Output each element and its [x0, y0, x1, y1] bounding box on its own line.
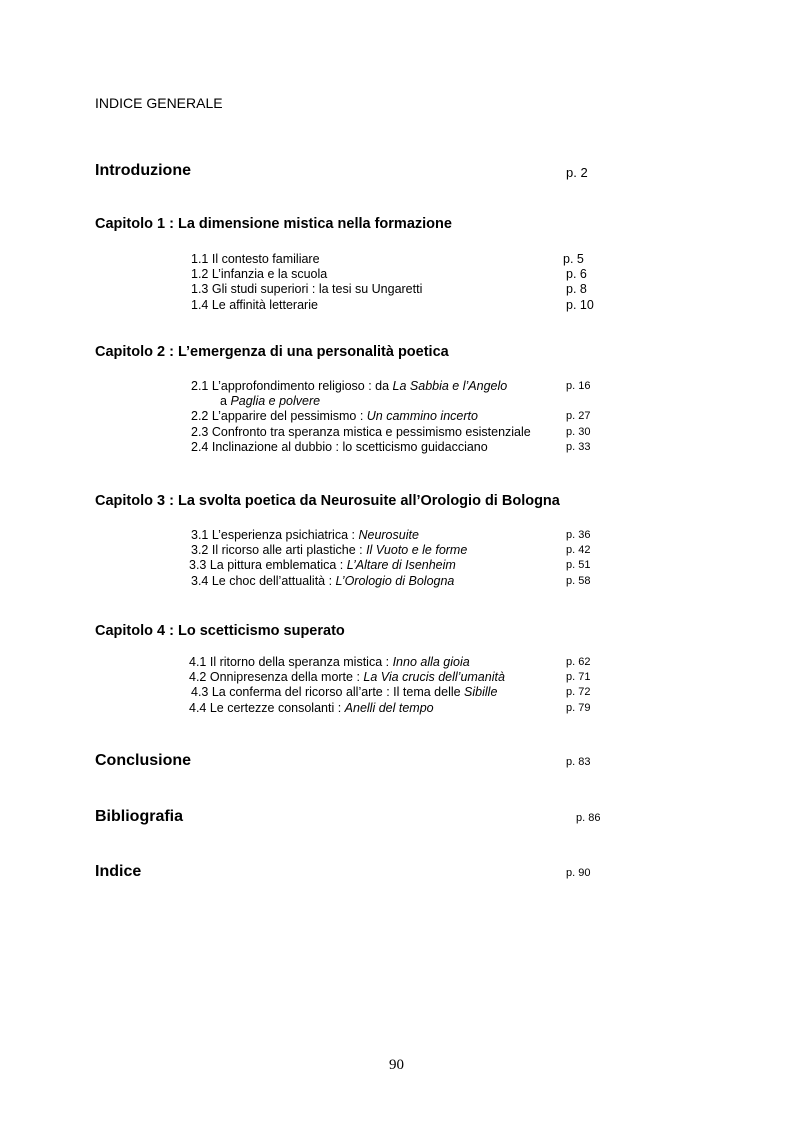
section-2-1-continuation: a Paglia e polvere: [220, 394, 321, 408]
section-4-4: 4.4 Le certezze consolanti : Anelli del tempo: [189, 701, 434, 715]
section-3-3-page: p. 51: [566, 559, 591, 571]
page-number: 90: [389, 1057, 404, 1073]
section-1-3-page: p. 8: [566, 282, 587, 296]
section-4-3-page: p. 72: [566, 686, 591, 698]
section-4-1-page: p. 62: [566, 656, 591, 668]
section-1-2-page: p. 6: [566, 267, 587, 281]
page-title: INDICE GENERALE: [95, 95, 223, 111]
section-3-2: 3.2 Il ricorso alle arti plastiche : Il Vuoto e le forme: [191, 543, 468, 557]
section-2-4-page: p. 33: [566, 441, 591, 453]
section-2-3: 2.3 Confronto tra speranza mistica e pessimismo esistenziale: [191, 425, 531, 439]
section-3-3: 3.3 La pittura emblematica : L’Altare di Isenheim: [189, 558, 456, 572]
toc-introduzione-page: p. 2: [566, 165, 588, 180]
toc-indice-page: p. 90: [566, 867, 591, 879]
section-2-4: 2.4 Inclinazione al dubbio : lo scetticismo guidacciano: [191, 440, 488, 454]
toc-conclusione-page: p. 83: [566, 756, 591, 768]
section-4-2-page: p. 71: [566, 671, 591, 683]
chapter-3-title: Capitolo 3 : La svolta poetica da Neurosuite all’Orologio di Bologna: [95, 493, 560, 509]
section-1-1-page: p. 5: [563, 252, 584, 266]
toc-introduzione-label: Introduzione: [95, 162, 191, 179]
section-3-4: 3.4 Le choc dell’attualità : L’Orologio di Bologna: [191, 574, 455, 588]
section-4-1: 4.1 Il ritorno della speranza mistica : Inno alla gioia: [189, 655, 470, 669]
chapter-2-title: Capitolo 2 : L’emergenza di una personalità poetica: [95, 344, 449, 360]
section-3-1: 3.1 L’esperienza psichiatrica : Neurosuite: [191, 528, 419, 542]
section-3-1-page: p. 36: [566, 529, 591, 541]
chapter-4-title: Capitolo 4 : Lo scetticismo superato: [95, 623, 345, 639]
section-2-1-page: p. 16: [566, 380, 591, 392]
section-1-1: 1.1 Il contesto familiare: [191, 252, 320, 266]
chapter-1-title: Capitolo 1 : La dimensione mistica nella formazione: [95, 216, 452, 232]
section-1-2: 1.2 L’infanzia e la scuola: [191, 267, 328, 281]
toc-bibliografia-label: Bibliografia: [95, 808, 184, 825]
section-2-2: 2.2 L’apparire del pessimismo : Un cammino incerto: [191, 409, 478, 423]
toc-indice-label: Indice: [95, 863, 142, 880]
section-2-2-page: p. 27: [566, 410, 591, 422]
section-2-1: 2.1 L’approfondimento religioso : da La Sabbia e l’Angelo: [191, 379, 508, 393]
toc-bibliografia-page: p. 86: [576, 812, 601, 824]
section-3-4-page: p. 58: [566, 575, 591, 587]
section-4-3: 4.3 La conferma del ricorso all’arte : Il tema delle Sibille: [191, 685, 498, 699]
section-3-2-page: p. 42: [566, 544, 591, 556]
section-2-3-page: p. 30: [566, 426, 591, 438]
section-1-3: 1.3 Gli studi superiori : la tesi su Ungaretti: [191, 282, 423, 296]
section-1-4-page: p. 10: [566, 298, 594, 312]
section-4-2: 4.2 Onnipresenza della morte : La Via crucis dell’umanità: [189, 670, 505, 684]
toc-conclusione-label: Conclusione: [95, 752, 192, 769]
section-1-4: 1.4 Le affinità letterarie: [191, 298, 318, 312]
section-4-4-page: p. 79: [566, 702, 591, 714]
